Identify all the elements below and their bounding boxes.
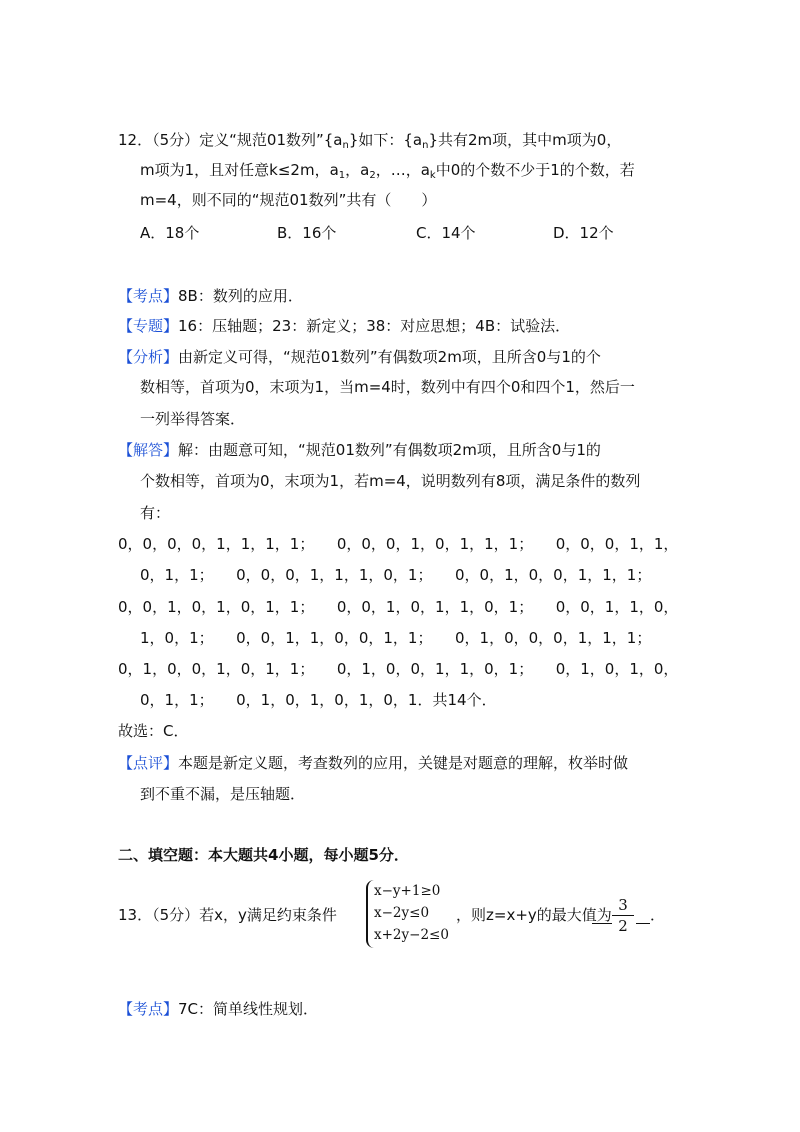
jieda-line-2: 个数相等，首项为0，末项为1，若m=4，说明数列有8项，满足条件的数列 bbox=[140, 472, 641, 490]
constraint-system bbox=[366, 880, 460, 948]
q12-line-2: m项为1，且对任意k≤2m，$a_1$，$a_2$，…，$a_k$中0的个数不少于1的个数，若 bbox=[140, 161, 635, 181]
dianping-tag: 【点评】 bbox=[118, 754, 179, 772]
q12-line-3: m=4，则不同的“规范01数列”共有（ ） bbox=[140, 191, 437, 209]
fenxi-line-1: 【分析】由新定义可得，“规范01数列”有偶数项2m项，且所含0与1的个 bbox=[118, 348, 601, 366]
constraint-2: x−2y≤0 bbox=[374, 905, 430, 921]
kaodian2-line: 【考点】7C：简单线性规划． bbox=[118, 1000, 319, 1018]
zhuanti-line: 【专题】16：压轴题；23：新定义；38：对应思想；4B：试验法． bbox=[118, 317, 571, 335]
zhuanti-tag: 【专题】 bbox=[118, 317, 179, 335]
constraint-3: x+2y−2≤0 bbox=[374, 927, 449, 943]
jieda-line-1: 【解答】解：由题意可知，“规范01数列”有偶数项2m项，且所含0与1的 bbox=[118, 441, 601, 459]
option-a: A．18个 bbox=[140, 224, 200, 242]
fenxi-line-3: 一列举得答案． bbox=[140, 410, 246, 428]
jieda-line-3: 有： bbox=[140, 504, 171, 522]
sequence-line: 0，1，0，0，1，0，1，1； 0，1，0，0，1，1，0，1； 0，1，0，1，0， bbox=[118, 660, 679, 678]
answer-fraction bbox=[612, 896, 634, 935]
dianping-line-1: 【点评】本题是新定义题，考查数列的应用，关键是对题意的理解，枚举时做 bbox=[118, 754, 629, 772]
section-heading: 二、填空题：本大题共4小题，每小题5分． bbox=[118, 846, 409, 864]
sequence-line: 1，0，1； 0，0，1，1，0，0，1，1； 0，1，0，0，0，1，1，1； bbox=[140, 629, 652, 647]
kaodian-tag: 【考点】 bbox=[118, 287, 179, 305]
q12-line-1: 12．（5分）定义“规范01数列$”\{a_n\}$如下：$\{a_n\}$共有2m项，其中m项为0， bbox=[118, 131, 622, 151]
kaodian2-tag: 【考点】 bbox=[118, 1000, 179, 1018]
sequence-line: 0，0，1，0，1，0，1，1； 0，0，1，0，1，1，0，1； 0，0，1，1，0， bbox=[118, 598, 679, 616]
dianping-line-2: 到不重不漏，是压轴题． bbox=[140, 785, 306, 803]
constraint-1: x−y+1≥0 bbox=[374, 883, 441, 899]
fenxi-line-2: 数相等，首项为0，末项为1，当m=4时，数列中有四个0和四个1，然后一 bbox=[140, 378, 635, 396]
fraction-numerator: 3 bbox=[618, 896, 628, 914]
jieda-tag: 【解答】 bbox=[118, 441, 179, 459]
option-d: D．12个 bbox=[553, 224, 614, 242]
answer-choice: 故选：C． bbox=[118, 722, 189, 740]
option-b: B．16个 bbox=[277, 224, 337, 242]
fenxi-tag: 【分析】 bbox=[118, 348, 179, 366]
sequence-line: 0，0，0，0，1，1，1，1； 0，0，0，1，0，1，1，1； 0，0，0，1，1， bbox=[118, 535, 679, 553]
sequence-line: 0，1，1； 0，1，0，1，0，1，0，1．共14个． bbox=[140, 691, 497, 709]
sequence-line: 0，1，1； 0，0，0，1，1，1，0，1； 0，0，1，0，0，1，1，1； bbox=[140, 566, 652, 584]
fraction-denominator: 2 bbox=[618, 917, 628, 935]
kaodian-line: 【考点】8B：数列的应用． bbox=[118, 287, 303, 305]
q13-middle: ，则z=x+y的最大值为 bbox=[456, 906, 612, 924]
option-c: C．14个 bbox=[416, 224, 476, 242]
q13-prefix: 13．（5分）若x，y满足约束条件 bbox=[118, 906, 337, 924]
answer-blank-left bbox=[592, 905, 612, 925]
fraction-bar bbox=[612, 915, 634, 916]
answer-blank-right: ． bbox=[636, 905, 665, 925]
